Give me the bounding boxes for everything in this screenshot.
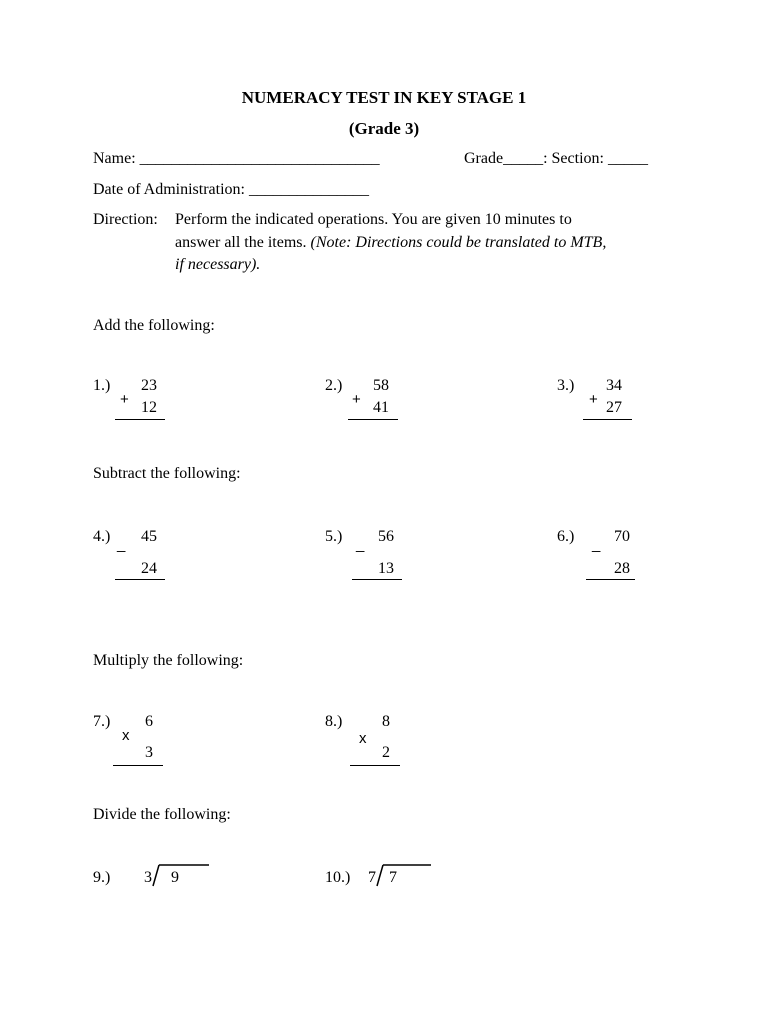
item-9-dividend: 9 (171, 869, 179, 886)
page-title: NUMERACY TEST IN KEY STAGE 1 (241, 88, 527, 107)
answer-line (583, 419, 632, 420)
item-10-label: 10.) (325, 869, 351, 886)
answer-line (348, 419, 398, 420)
minus-sign: _ (117, 536, 126, 553)
item-8-bottom-number: 2 (382, 744, 390, 761)
minus-sign: _ (356, 536, 365, 553)
item-3-bottom-number: 27 (606, 399, 622, 416)
item-2-bottom-number: 41 (373, 399, 389, 416)
item-6-bottom-number: 28 (614, 560, 630, 577)
item-9-divisor: 3 (144, 869, 152, 886)
answer-line (113, 765, 163, 766)
item-8-top-number: 8 (382, 713, 390, 730)
item-7-bottom-number: 3 (145, 744, 153, 761)
section-divide-heading: Divide the following: (93, 806, 231, 823)
item-5-top-number: 56 (378, 528, 394, 545)
name-field: Name: ______________________________ (93, 150, 380, 167)
item-4-label: 4.) (93, 528, 111, 545)
item-1-top-number: 23 (141, 377, 157, 394)
item-4-top-number: 45 (141, 528, 157, 545)
item-2-label: 2.) (325, 377, 343, 394)
direction-line-1: Perform the indicated operations. You are given 10 minutes to (175, 211, 572, 228)
item-7-label: 7.) (93, 713, 111, 730)
item-1-label: 1.) (93, 377, 111, 394)
direction-line-2-text: answer all the items. (175, 234, 311, 251)
date-field: Date of Administration: _______________ (93, 181, 369, 198)
minus-sign: _ (592, 536, 601, 553)
item-6-label: 6.) (557, 528, 575, 545)
plus-sign: + (352, 391, 361, 408)
item-4-bottom-number: 24 (141, 560, 157, 577)
item-3-top-number: 34 (606, 377, 622, 394)
item-1-bottom-number: 12 (141, 399, 157, 416)
long-division-bracket-icon (151, 862, 211, 888)
item-10-divisor: 7 (368, 869, 376, 886)
section-add-heading: Add the following: (93, 317, 215, 334)
item-8-label: 8.) (325, 713, 343, 730)
item-6-top-number: 70 (614, 528, 630, 545)
plus-sign: + (589, 391, 598, 408)
grade-section-field: Grade_____: Section: _____ (464, 150, 648, 167)
times-sign: x (122, 727, 130, 744)
item-3-label: 3.) (557, 377, 575, 394)
answer-line (352, 579, 402, 580)
direction-line-3: if necessary). (175, 256, 261, 273)
plus-sign: + (120, 391, 129, 408)
answer-line (350, 765, 400, 766)
direction-line-2 (175, 234, 606, 252)
item-5-bottom-number: 13 (378, 560, 394, 577)
item-5-label: 5.) (325, 528, 343, 545)
item-2-top-number: 58 (373, 377, 389, 394)
answer-line (115, 579, 165, 580)
direction-label: Direction: (93, 211, 158, 228)
item-10-dividend: 7 (389, 869, 397, 886)
answer-line (586, 579, 635, 580)
section-multiply-heading: Multiply the following: (93, 652, 244, 669)
item-9-label: 9.) (93, 869, 111, 886)
item-7-top-number: 6 (145, 713, 153, 730)
times-sign: x (359, 730, 367, 747)
page-subtitle: (Grade 3) (348, 119, 420, 138)
answer-line (115, 419, 165, 420)
direction-note: (Note: Directions could be translated to MTB, (310, 234, 607, 251)
long-division-bracket-icon (375, 862, 433, 888)
section-subtract-heading: Subtract the following: (93, 465, 241, 482)
